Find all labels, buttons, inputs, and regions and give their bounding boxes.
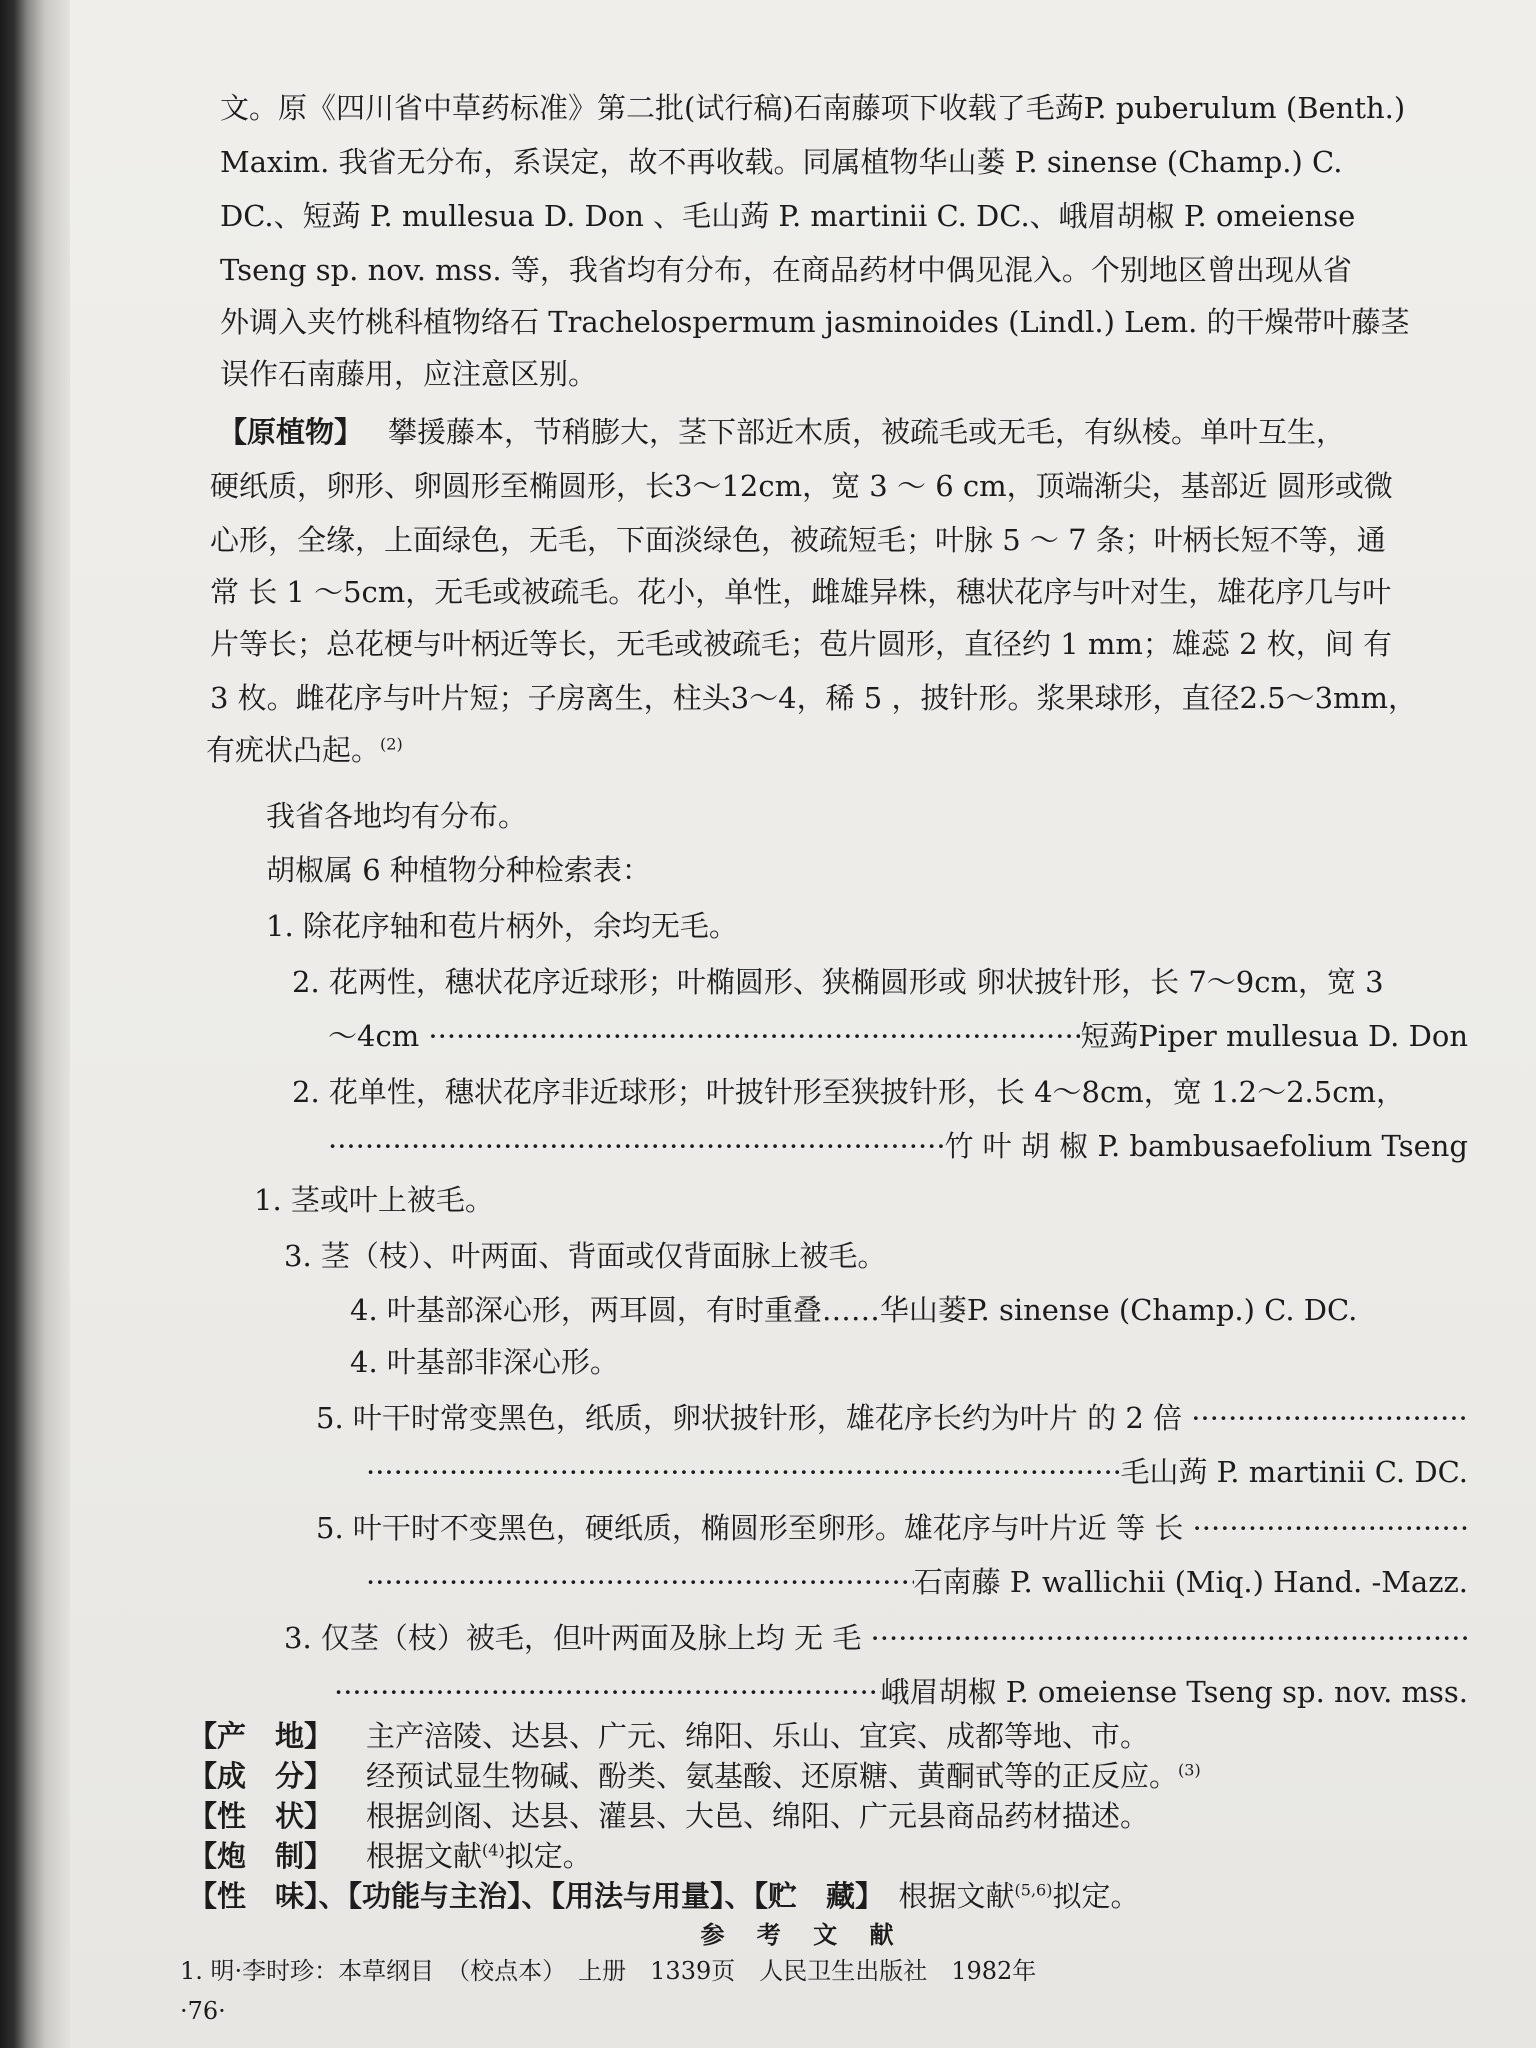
section-ref: (5,6) (1014, 1880, 1053, 1900)
plant-line: 攀援藤本，节稍膨大，茎下部近木质，被疏毛或无毛，有纵棱。单叶互生， (388, 415, 1346, 449)
key-leader-text: 3. 仅茎（枝）被毛，但叶两面及脉上均 无 毛 ····· (284, 1618, 1468, 1658)
key-item: 3. 茎（枝）、叶两面、背面或仅背面脉上被毛。 (284, 1239, 887, 1273)
key-item: 1. 茎或叶上被毛。 (254, 1183, 494, 1217)
plant-line: 片等长；总花梗与叶柄近等长，无毛或被疏毛；苞片圆形，直径约 1 mm；雄蕊 2 枚，间 有 (210, 627, 1392, 661)
key-item: 2. 花两性，穗状花序近球形；叶椭圆形、狭椭圆形或 卵状披针形，长 7～9cm，宽 3 (292, 965, 1384, 999)
key-item: 4. 叶基部非深心形。 (350, 1345, 619, 1379)
section-label: 【成 分】 (188, 1759, 334, 1793)
intro-line: Maxim. 我省无分布，系误定，故不再收载。同属植物华山蒌 P. sinense (Champ.) C. (220, 145, 1343, 179)
section-tail: 拟定。 (504, 1839, 592, 1873)
section-origin (188, 1716, 1149, 1756)
section-text: 经预试显生物碱、酚类、氨基酸、还原糖、黄酮甙等的正反应。 (366, 1759, 1179, 1793)
intro-line: 外调入夹竹桃科植物络石 Trachelospermum jasminoides (Lindl.) Lem. 的干燥带叶藤茎 (220, 305, 1410, 339)
section-combined (188, 1876, 1140, 1916)
intro-line: 误作石南藤用，应注意区别。 (220, 357, 598, 391)
key-item-leader (316, 1398, 1468, 1438)
key-item: 4. 叶基部深心形，两耳圆，有时重叠……华山蒌P. sinense (Champ.) C. DC. (350, 1293, 1358, 1327)
key-item-leader (328, 1126, 1468, 1166)
section-composition (188, 1756, 1201, 1796)
plant-line: 3 枚。雌花序与叶片短；子房离生，柱头3～4，稀 5 ，披针形。浆果球形，直径2.5～3mm， (210, 681, 1418, 715)
key-item-leader (316, 1508, 1468, 1548)
section-labels: 【性 味】、【功能与主治】、【用法与用量】、【贮 藏】 (188, 1879, 870, 1913)
key-species: 峨眉胡椒 P. omeiense Tseng sp. nov. mss. (880, 1675, 1468, 1709)
intro-line: DC.、短蒟 P. mullesua D. Don 、毛山蒟 P. martinii C. DC.、峨眉胡椒 P. omeiense (220, 199, 1356, 233)
book-spine-shadow (0, 0, 70, 2048)
distribution-text: 我省各地均有分布。 (266, 799, 528, 833)
key-item-leader (366, 1452, 1468, 1492)
key-leader-text (366, 1562, 914, 1602)
key-item-leader (334, 1672, 1468, 1712)
page-number: ·76· (180, 1997, 226, 2025)
key-species: 石南藤 P. wallichii (Miq.) Hand. -Mazz. (913, 1565, 1468, 1599)
key-leader-text: 5. 叶干时常变黑色，纸质，卵状披针形，雄花序长约为叶片 的 2 倍 ····· (316, 1398, 1468, 1438)
key-item-leader (366, 1562, 1468, 1602)
key-title: 胡椒属 6 种植物分种检索表： (266, 853, 651, 887)
plant-last-text: 有疣状凸起。 (206, 733, 381, 767)
plant-section-label (218, 412, 363, 452)
plant-line: 硬纸质，卵形、卵圆形至椭圆形，长3～12cm，宽 3 ～ 6 cm，顶端渐尖，基部近 圆形或微 (210, 469, 1393, 503)
key-leader-text: ～4cm ····· (328, 1016, 1080, 1056)
section-processing (188, 1836, 592, 1876)
key-species: 竹 叶 胡 椒 P. bambusaefolium Tseng (944, 1129, 1468, 1163)
section-label: 【产 地】 (188, 1719, 334, 1753)
key-leader-text (334, 1672, 881, 1712)
key-leader-text (328, 1126, 944, 1166)
section-label: 【性 状】 (188, 1799, 334, 1833)
key-item: 1. 除花序轴和苞片柄外，余均无毛。 (266, 909, 738, 943)
key-item-leader (328, 1016, 1468, 1056)
intro-line: 文。原《四川省中草药标准》第二批(试行稿)石南藤项下收载了毛蒟P. puberulum (Benth.) (220, 91, 1406, 125)
key-species: 毛山蒟 P. martinii C. DC. (1120, 1455, 1468, 1489)
references-title-visible: 参 考 文 献 (700, 1920, 906, 1949)
key-item-leader (284, 1618, 1468, 1658)
book-page (70, 0, 1536, 2048)
section-ref: (3) (1178, 1760, 1201, 1780)
section-properties (188, 1796, 1149, 1836)
plant-ref: (2) (380, 734, 403, 754)
section-text: 根据文献 (898, 1879, 1015, 1913)
key-leader-text (366, 1452, 1120, 1492)
key-leader-text: 5. 叶干时不变黑色，硬纸质，椭圆形至卵形。雄花序与叶片近 等 长 ····· (316, 1508, 1468, 1548)
key-species: 短蒟Piper mullesua D. Don (1080, 1019, 1468, 1053)
intro-line: Tseng sp. nov. mss. 等，我省均有分布，在商品药材中偶见混入。个别地区曾出现从省 (220, 253, 1352, 287)
section-tail: 拟定。 (1052, 1879, 1140, 1913)
plant-line: 心形，全缘，上面绿色，无毛，下面淡绿色，被疏短毛；叶脉 5 ～ 7 条；叶柄长短不等，通 (210, 523, 1386, 557)
plant-line-last (206, 730, 403, 770)
section-text: 主产涪陵、达县、广元、绵阳、乐山、宜宾、成都等地、市。 (366, 1719, 1150, 1753)
reference-item: 1. 明·李时珍：本草纲目 （校点本） 上册 1339页 人民卫生出版社 1982年 (180, 1957, 1037, 1985)
section-label: 【炮 制】 (188, 1839, 334, 1873)
section-ref: (4) (482, 1840, 505, 1860)
plant-label: 【原植物】 (218, 415, 364, 449)
section-text: 根据剑阁、达县、灌县、大邑、绵阳、广元县商品药材描述。 (366, 1799, 1150, 1833)
section-text: 根据文献 (366, 1839, 483, 1873)
key-item: 2. 花单性，穗状花序非近球形；叶披针形至狭披针形，长 4～8cm，宽 1.2～2.5cm， (292, 1075, 1405, 1109)
plant-line: 常 长 1 ～5cm，无毛或被疏毛。花小，单性，雌雄异株，穗状花序与叶对生，雄花序几与叶 (210, 575, 1392, 609)
